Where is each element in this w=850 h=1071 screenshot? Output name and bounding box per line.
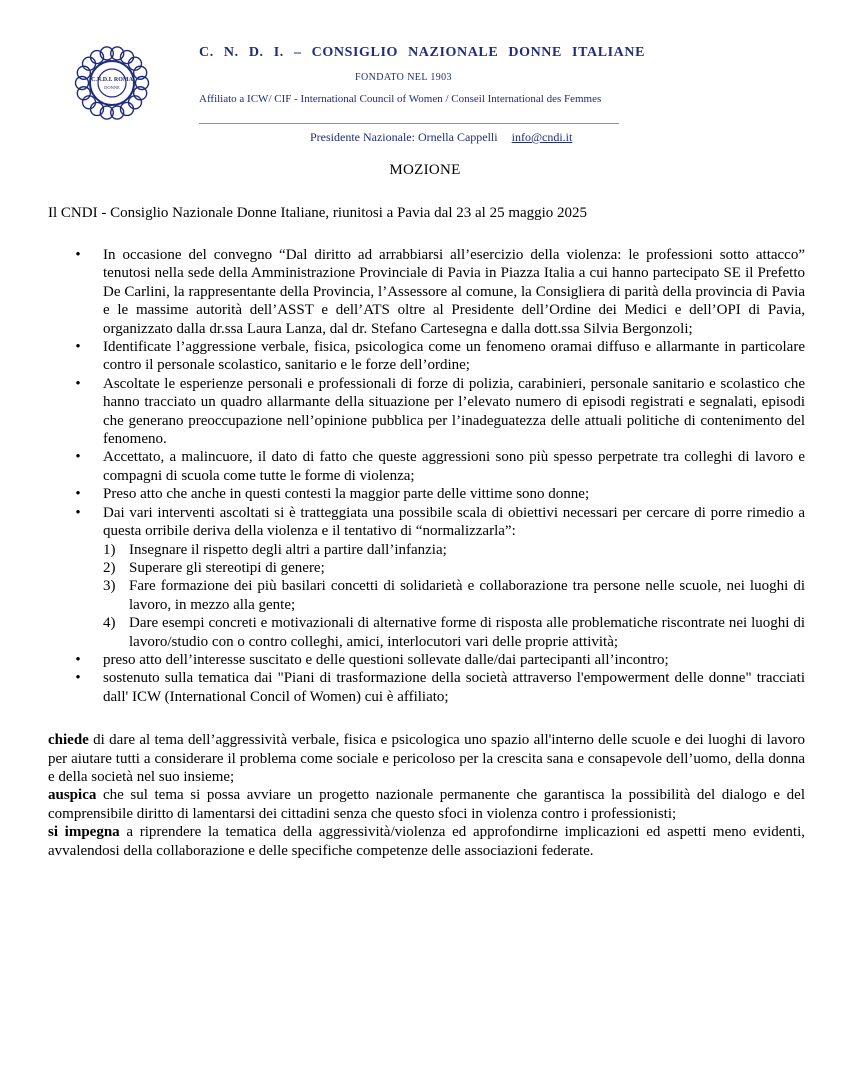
objective-number: 3) <box>103 578 116 595</box>
objectives-list <box>103 541 805 651</box>
cndi-logo <box>71 42 153 124</box>
list-item <box>48 504 805 651</box>
affiliation-line: Affiliato a ICW/ CIF - International Council of Women / Conseil International des Femmes <box>199 93 602 105</box>
list-item-text: Accettato, a malincuore, il dato di fatto che queste aggressioni sono più spesso perpetrate tra colleghi di lavoro e compagni di scuola come tutte le forme di violenza; <box>103 449 805 484</box>
list-item <box>48 485 805 503</box>
objective-text: Fare formazione dei più basilari concetti di solidarietà e collaborazione tra persone nelle scuole, nei luoghi di lavoro, in mezzo alla gente; <box>129 578 805 613</box>
resolution-lead: auspica <box>48 787 97 804</box>
objective-text: Dare esempi concreti e motivazionali di alternative forme di risposta alle problematiche riscontrate nei luoghi di lavoro/studio con o contro colleghi, amici, interlocutori vari delle proprie attività; <box>129 615 805 650</box>
intro-paragraph: Il CNDI - Consiglio Nazionale Donne Italiane, riunitosi a Pavia dal 23 al 25 maggio 2025 <box>48 205 588 221</box>
founded-line: FONDATO NEL 1903 <box>355 72 452 83</box>
list-item <box>48 669 805 706</box>
resolution-text: di dare al tema dell’aggressività verbale, fisica e psicologica uno spazio all'interno delle scuole e dei luoghi di lavoro per aiutare tutti a considerare il problema come sociale e pericoloso per la crescita sana e consapevole dell’uomo, della donna e della società nel suo insieme; <box>48 732 805 785</box>
list-item-text: sostenuto sulla tematica dai "Piani di trasformazione della società attraverso l'empowerment delle donne" tracciati dall' ICW (International Concil of Women) cui è affiliato; <box>103 670 805 705</box>
objective-item <box>103 559 805 577</box>
objective-item <box>103 577 805 614</box>
bullet-icon: • <box>75 339 81 356</box>
document-title: MOZIONE <box>389 162 461 178</box>
email-link[interactable]: info@cndi.it <box>511 130 573 144</box>
resolution-lead: chiede <box>48 732 89 749</box>
objective-number: 2) <box>103 559 116 576</box>
list-item <box>48 375 805 449</box>
org-title: C. N. D. I. – CONSIGLIO NAZIONALE DONNE ITALIANE <box>199 45 646 60</box>
resolution-paragraph <box>48 731 805 786</box>
list-item <box>48 448 805 485</box>
header-divider <box>199 123 619 124</box>
bullet-icon: • <box>75 375 81 392</box>
bullet-icon: • <box>75 449 81 466</box>
objective-text: Insegnare il rispetto degli altri a partire dall’infanzia; <box>129 541 447 558</box>
motion-body <box>48 246 805 860</box>
resolution-lead: si impegna <box>48 824 120 841</box>
premises-list <box>48 246 805 706</box>
resolution-text: a riprendere la tematica della aggressività/violenza ed approfondirne implicazioni ed aspetti meno evidenti, avvalendosi della collaborazione e delle specifiche competenze delle associazioni federate. <box>48 824 805 859</box>
bullet-icon: • <box>75 670 81 687</box>
resolutions <box>48 731 805 860</box>
resolution-paragraph <box>48 786 805 823</box>
list-item <box>48 338 805 375</box>
bullet-icon: • <box>75 504 81 521</box>
list-item-text: preso atto dell’interesse suscitato e delle questioni sollevate dalle/dai partecipanti all’incontro; <box>103 651 669 668</box>
logo-subtext: DONNE <box>104 85 120 90</box>
objective-number: 4) <box>103 615 116 632</box>
bullet-icon: • <box>75 651 81 668</box>
objective-item <box>103 614 805 651</box>
list-item-text: Identificate l’aggressione verbale, fisica, psicologica come un fenomeno oramai diffuso e allarmante in particolare contro il personale scolastico, sanitario e le forze dell’ordine; <box>103 339 805 374</box>
bullet-icon: • <box>75 247 81 263</box>
objective-text: Superare gli stereotipi di genere; <box>129 559 325 576</box>
list-item-text: Preso atto che anche in questi contesti la maggior parte delle vittime sono donne; <box>103 486 590 503</box>
president-line <box>310 130 572 145</box>
objective-number: 1) <box>103 541 116 558</box>
list-item <box>48 246 805 338</box>
resolution-paragraph <box>48 823 805 860</box>
list-item <box>48 651 805 669</box>
logo-text: C.N.D.I. ROMA <box>91 77 133 83</box>
objective-item <box>103 541 805 559</box>
list-item-text: Dai vari interventi ascoltati si è tratteggiata una possibile scala di obiettivi necessari per cercare di porre rimedio a questa orribile deriva della violenza e il tentativo di “normalizzarla”: <box>103 504 805 540</box>
president-name: Presidente Nazionale: Ornella Cappelli <box>310 130 498 144</box>
bullet-icon: • <box>75 486 81 503</box>
list-item-text: In occasione del convegno “Dal diritto ad arrabbiarsi all’esercizio della violenza: le professioni sotto attacco” tenutosi nella sede della Amministrazione Provinciale di Pavia in Piazza Italia a cui hanno partecipato SE il Prefetto De Carlini, la rappresentante della Provincia, l’Assessore al comune, la Consigliera di parità della provincia di Pavia e le massime autorità dell’ASST e dell’ATS oltre al Presidente dell’Ordine dei Medici e dell’OPI di Pavia, organizzato dalla dr.ssa Laura Lanza, dal dr. Stefano Cartesegna e dalla dott.ssa Silvia Bergonzoli; <box>103 247 805 337</box>
list-item-text: Ascoltate le esperienze personali e professionali di forze di polizia, carabinieri, personale sanitario e scolastico che hanno tracciato un quadro allarmante della situazione per l’elevato numero di episodi registrati e segnalati, episodi che generano preoccupazione nell’opinione pubblica per l’inadeguatezza delle attuali politiche di contenimento del fenomeno. <box>103 375 805 448</box>
resolution-text: che sul tema si possa avviare un progetto nazionale permanente che garantisca la possibilità del dialogo e del comprensibile diritto di lamentarsi dei cittadini senza che questo sfoci in violenza contro i professionisti; <box>48 787 805 822</box>
